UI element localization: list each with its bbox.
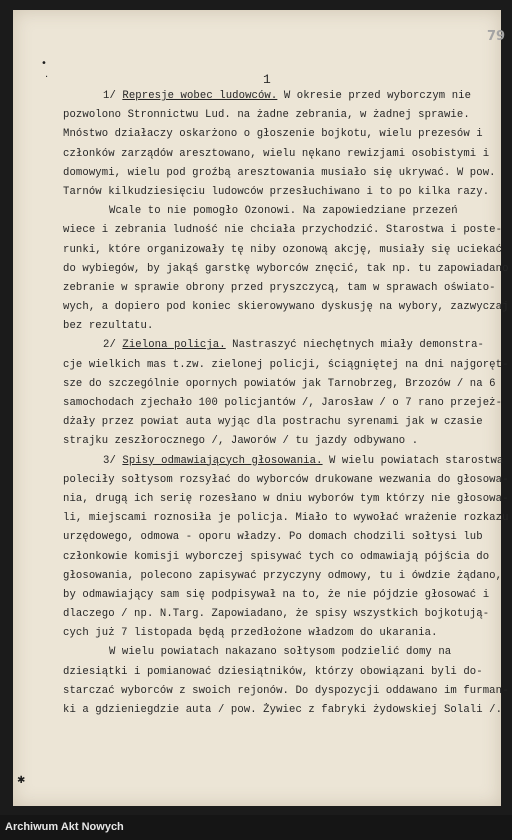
line-text: cje wielkich mas t.zw. zielonej policji, ściągniętej na dni najgoręt- xyxy=(63,358,509,371)
text-line xyxy=(63,164,496,183)
text-line xyxy=(63,87,472,106)
page-number: 1 xyxy=(263,72,271,87)
margin-mark: ✱ xyxy=(17,775,26,786)
text-line xyxy=(63,279,496,298)
text-line xyxy=(63,221,503,240)
section-heading: Spisy odmawiających głosowania. xyxy=(122,454,323,467)
text-line xyxy=(63,106,469,125)
text-line xyxy=(63,317,469,336)
line-text: nia, drugą ich serię rozesłano w dniu wyborów tym którzy nie głosowa- xyxy=(63,492,509,505)
text-line xyxy=(63,663,483,682)
archive-footer-bar xyxy=(0,815,512,840)
text-line xyxy=(63,125,483,144)
text-line xyxy=(63,509,509,528)
document-page xyxy=(13,10,509,806)
line-text: zebranie w sprawie obrony przed pryszczycą, tam w sprawach oświato- xyxy=(63,281,496,294)
line-text: pozwolono Stronnictwu Lud. na żadne zebrania, w żadnej sprawie. xyxy=(63,109,470,122)
text-line xyxy=(63,471,509,490)
text-line xyxy=(63,605,490,624)
text-line xyxy=(63,490,509,509)
line-text: do wybiegów, by jakąś garstkę wyborców znęcić, tak np. tu zapowiadano xyxy=(63,262,509,275)
line-text: dlaczego / np. N.Targ. Zapowiadano, że spisy wszystkich bojkotują- xyxy=(63,608,490,621)
margin-mark: • xyxy=(41,58,47,69)
line-text: członkowie komisji wyborczej spisywać tych co odmawiają pójścia do xyxy=(63,550,490,563)
line-text: domowymi, wielu pod groźbą aresztowania musiało się ukrywać. W pow. xyxy=(63,166,496,179)
text-line xyxy=(63,241,503,260)
line-text: strajku zeszłorocznego /, Jaworów / tu jazdy odbywano . xyxy=(63,435,419,448)
text-line xyxy=(63,452,504,471)
line-text: W okresie przed wyborczym nie xyxy=(277,90,472,102)
line-text: samochodach zjechało 100 policjantów /, Jarosław / o 7 rano przejeż- xyxy=(63,397,503,409)
line-text: ki a gdzieniegdzie auta / pow. Żywiec z fabryki żydowskiej Solali /. xyxy=(63,704,503,716)
text-line xyxy=(63,260,509,279)
line-text: członków zarządów aresztowano, wielu nękano rewizjami osobistymi i xyxy=(63,147,490,160)
line-text: 2/ xyxy=(103,339,123,352)
line-text: wiece i zebrania ludność nie chciała przychodzić. Starostwa i poste- xyxy=(63,224,503,237)
line-text: dziesiątki i pomianować dziesiątników, którzy obowiązani byli do- xyxy=(63,665,483,678)
margin-mark: · xyxy=(45,72,49,83)
text-line xyxy=(63,356,509,375)
text-line xyxy=(63,586,490,605)
text-line xyxy=(63,643,469,662)
line-text: runki, które organizowały tę niby ozonową akcję, musiały się uciekać xyxy=(63,243,503,256)
line-text: starczać wyborców z swoich rejonów. Do dyspozycji oddawano im furman- xyxy=(63,684,509,697)
text-line xyxy=(63,202,469,221)
line-text: bez rezultatu. xyxy=(63,320,154,333)
line-text: W wielu powiatach nakazano sołtysom podzielić domy na xyxy=(109,646,452,659)
section-heading: Zielona policja. xyxy=(122,339,226,352)
section-heading: Represje wobec ludowców. xyxy=(122,90,278,102)
line-text: 1/ xyxy=(103,90,123,102)
pencil-archive-note: 79 xyxy=(487,29,506,44)
line-text: poleciły sołtysom rozsyłać do wyborców drukowane wezwania do głosowa- xyxy=(63,473,509,486)
text-line xyxy=(63,145,490,164)
line-text: wych, a dopiero pod koniec skierowywano dyskusję na wybory, zazwyczaj xyxy=(63,301,509,314)
line-text: Mnóstwo działaczy oskarżono o głoszenie bojkotu, wielu prezesów i xyxy=(63,128,483,141)
line-text: W wielu powiatach starostwa xyxy=(322,454,504,467)
line-text: sze do szczególnie opornych powiatów jak Tarnobrzeg, Brzozów / na 6 xyxy=(63,377,496,390)
text-line xyxy=(63,394,503,413)
text-line xyxy=(63,701,503,720)
typewritten-body xyxy=(63,87,509,720)
text-line xyxy=(63,298,509,317)
line-text: Nastraszyć niechętnych miały demonstra- xyxy=(225,339,484,352)
line-text: by odmawiający sam się podpisywał na to, że nie pójdzie głosować i xyxy=(63,588,490,601)
text-line xyxy=(63,336,484,355)
line-text: dżały przez powiat auta wyjąc dla postrachu syrenami jak w czasie xyxy=(63,416,483,429)
line-text: głosowania, polecono zapisywać przyczyny odmowy, tu i ówdzie żądano, xyxy=(63,569,503,582)
text-line xyxy=(63,413,483,432)
line-text: Tarnów kilkudziesięciu ludowców przesłuchiwano i to po kilka razy. xyxy=(63,185,490,198)
text-line xyxy=(63,567,503,586)
line-text: Wcale to nie pomogło Ozonowi. Na zapowiedziane przezeń xyxy=(109,205,458,218)
archive-label: Archiwum Akt Nowych xyxy=(5,821,124,833)
text-line xyxy=(63,375,496,394)
text-line xyxy=(63,528,483,547)
line-text: 3/ xyxy=(103,454,123,467)
text-line xyxy=(63,548,490,567)
text-line xyxy=(63,183,490,202)
line-text: li, miejscami roznosiła je policja. Miało to wywołać wrażenie rozkazu xyxy=(63,512,509,525)
text-line xyxy=(63,682,509,701)
line-text: cych już 7 listopada będą przedłożone władzom do ukarania. xyxy=(63,627,438,640)
line-text: urzędowego, odmowa - oporu władzy. Po domach chodzili sołtysi lub xyxy=(63,531,483,544)
text-line xyxy=(63,624,469,643)
text-line xyxy=(63,432,469,451)
